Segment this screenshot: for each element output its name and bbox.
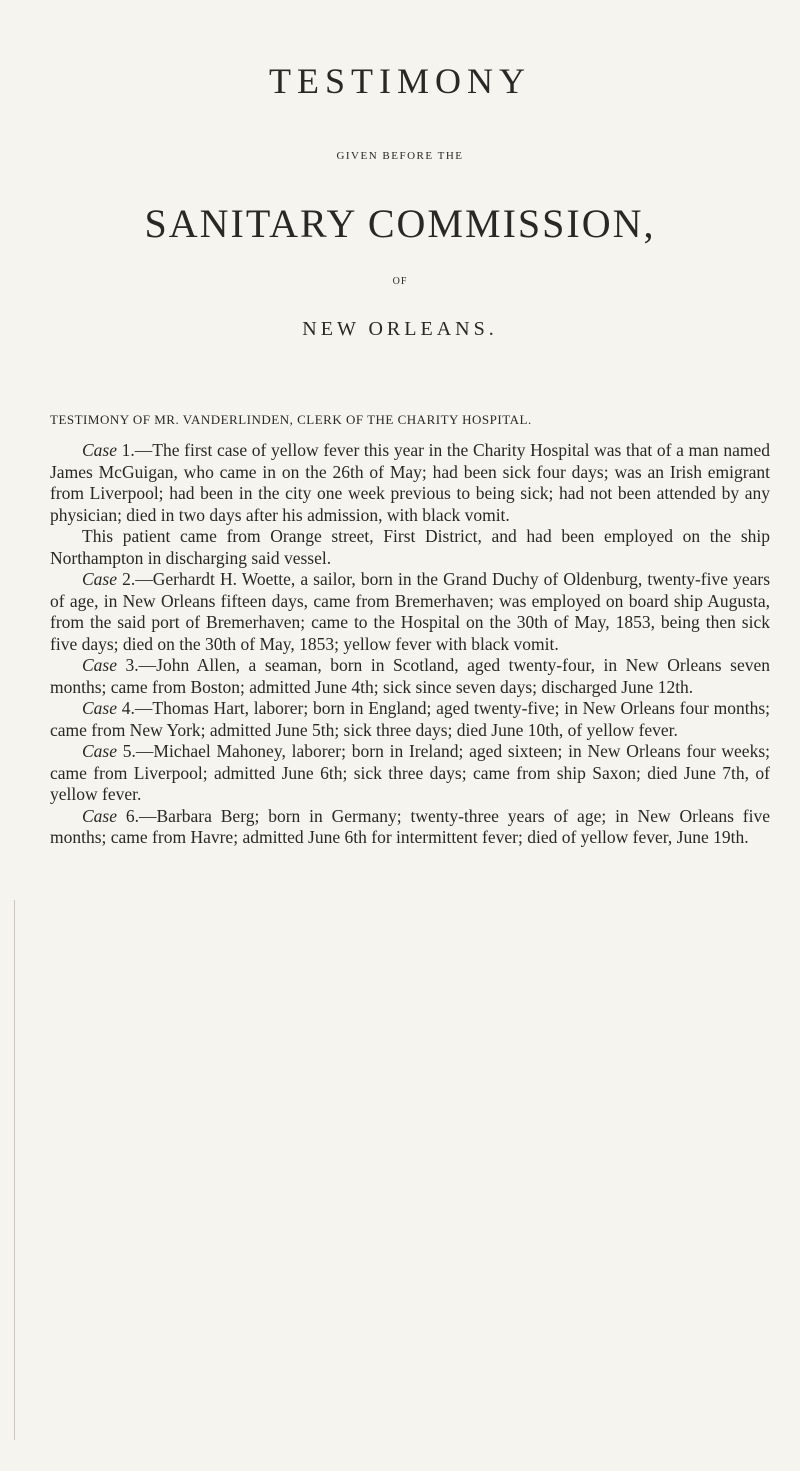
case-text: 3.—John Allen, a seaman, born in Scotland, aged twenty-four, in New Orleans seven months; came from Boston; admitted June 4th; sick since seven days; discharged June 12th. [50,655,770,697]
section-heading: TESTIMONY OF MR. VANDERLINDEN, CLERK OF THE CHARITY HOSPITAL. [50,412,532,427]
case-label: Case [82,655,117,675]
case-text: 4.—Thomas Hart, laborer; born in England; aged twenty-five; in New Orleans four months; came from New York; admitted June 5th; sick three days; died June 10th, of yellow fever. [50,698,770,740]
paragraph-case-5 [50,741,770,806]
title-given-before: GIVEN BEFORE THE [336,150,464,162]
case-text: 2.—Gerhardt H. Woette, a sailor, born in the Grand Duchy of Oldenburg, twenty-five years of age, in New Orleans fifteen days, came from Bremerhaven; was employed on board ship Augusta, from the said port of Bremerhaven; came to the Hospital on the 30th of May, 1853, being then sick five days; died on the 30th of May, 1853; yellow fever with black vomit. [50,569,770,654]
case-label: Case [82,440,117,460]
paragraph-case-4 [50,698,770,741]
paragraph-case-1 [50,440,770,526]
title-testimony: TESTIMONY [269,61,531,101]
paragraph-case-3 [50,655,770,698]
case-label: Case [82,805,117,826]
body-text [50,440,770,849]
case-text: 5.—Michael Mahoney, laborer; born in Ireland; aged sixteen; in New Orleans four weeks; came from Liverpool; admitted June 6th; sick three days; came from ship Saxon; died June 7th, of yellow fever. [50,741,770,804]
case-text: 6.—Barbara Berg; born in Germany; twenty-three years of age; in New Orleans five months; came from Havre; admitted June 6th for intermittent fever; died of yellow fever, June 19th. [50,805,770,847]
case-label: Case [82,569,117,589]
case-label: Case [82,698,117,718]
binding-margin-line [14,900,15,1440]
paragraph-case-2 [50,569,770,655]
paragraph-case-6 [50,806,770,849]
paragraph-text: This patient came from Orange street, First District, and had been employed on the ship Northampton in discharging said vessel. [50,526,770,568]
case-label: Case [82,741,117,761]
title-new-orleans: NEW ORLEANS. [302,318,498,340]
title-sanitary-commission: SANITARY COMMISSION, [144,201,656,246]
title-of: OF [392,276,408,287]
case-text: 1.—The first case of yellow fever this year in the Charity Hospital was that of a man named James McGuigan, who came in on the 26th of May; had been sick four days; was an Irish emigrant from Liverpool; had been in the city one week previous to being sick; had not been attended by any physician; died in two days after his admission, with black vomit. [50,440,770,525]
paragraph-patient-origin [50,526,770,569]
